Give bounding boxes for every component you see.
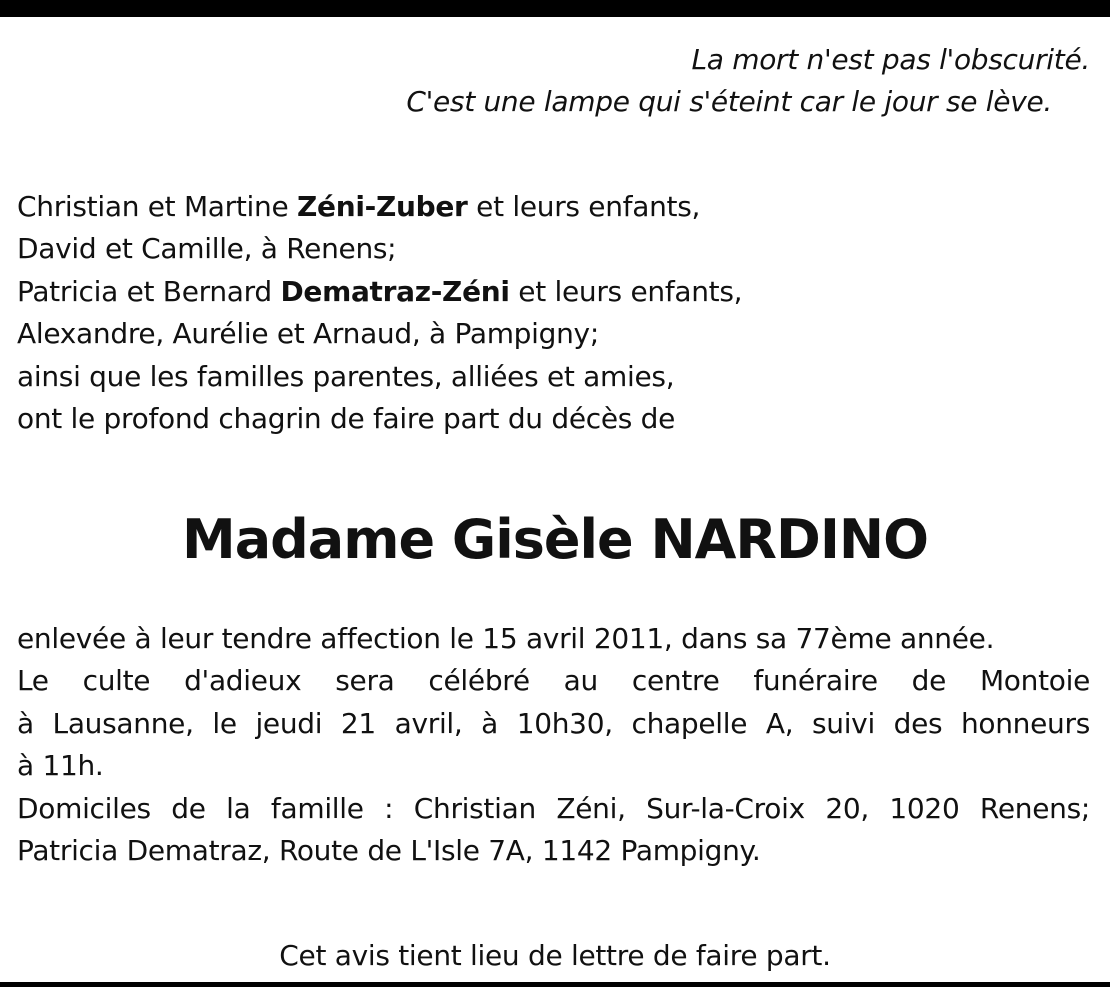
family-line-1 xyxy=(17,186,742,228)
funeral-details xyxy=(17,618,1090,872)
family-line-1-suffix: et leurs enfants, xyxy=(467,190,701,223)
family-name-dematraz-zeni: Dematraz-Zéni xyxy=(280,274,510,308)
family-line-5: ainsi que les familles parentes, alliées et amies, xyxy=(17,359,675,393)
details-line-1: enlevée à leur tendre affection le 15 avril 2011, dans sa 77ème année. xyxy=(17,622,995,655)
bottom-border-rule xyxy=(0,982,1110,987)
details-line-4: à 11h. xyxy=(17,749,104,783)
details-line-5: Domiciles de la famille : Christian Zéni, Sur-la-Croix 20, 1020 Renens; xyxy=(17,791,1090,825)
details-line-3: à Lausanne, le jeudi 21 avril, à 10h30, chapelle A, suivi des honneurs xyxy=(17,706,1090,740)
family-line-4: Alexandre, Aurélie et Arnaud, à Pampigny; xyxy=(17,317,599,351)
family-line-3 xyxy=(17,271,742,313)
family-line-1-prefix: Christian et Martine xyxy=(17,190,298,223)
family-announcement xyxy=(17,186,742,440)
family-line-2: David et Camille, à Renens; xyxy=(17,232,397,266)
family-line-6: ont le profond chagrin de faire part du décès de xyxy=(17,402,676,436)
family-name-zeni-zuber: Zéni-Zuber xyxy=(297,190,468,223)
deceased-name: Madame Gisèle NARDINO xyxy=(181,508,929,571)
epigraph-line-2: C'est une lampe qui s'éteint car le jour se lève. xyxy=(406,85,1052,118)
notice-footer: Cet avis tient lieu de lettre de faire part. xyxy=(279,939,831,972)
family-line-3-suffix: et leurs enfants, xyxy=(509,274,743,308)
details-line-2: Le culte d'adieux sera célébré au centre funéraire de Montoie xyxy=(17,664,1090,698)
top-border-rule xyxy=(0,0,1110,17)
family-line-3-prefix: Patricia et Bernard xyxy=(17,274,281,308)
epigraph-line-1: La mort n'est pas l'obscurité. xyxy=(691,43,1090,76)
details-line-6: Patricia Dematraz, Route de L'Isle 7A, 1142 Pampigny. xyxy=(17,834,761,868)
